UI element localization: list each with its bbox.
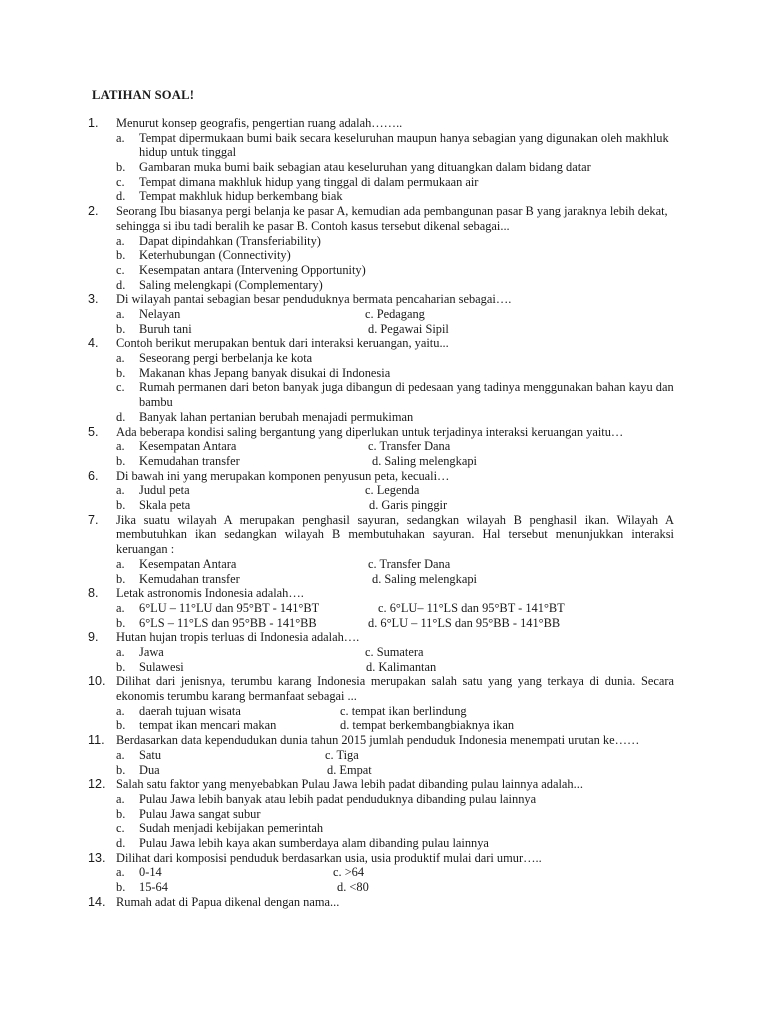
question-list [0,116,768,909]
question-text: Menurut konsep geografis, pengertian ruang adalah…….. [116,116,403,130]
question-item [0,116,768,204]
question-text: Salah satu faktor yang menyebabkan Pulau Jawa lebih padat dibanding pulau lainnya adalah... [116,777,583,792]
question-text: Dilihat dari komposisi penduduk berdasarkan usia, usia produktif mulai dari umur….. [116,850,542,865]
option-text: Satu [139,747,162,762]
option-letter: a. [116,351,125,366]
option-letter: a. [116,556,125,571]
option-text-right: c. Legenda [365,483,420,498]
question-number: 2. [88,204,99,219]
option-text: Tempat makhluk hidup berkembang biak [139,189,343,204]
option-text: 6°LS – 11°LS dan 95°BB - 141°BB [139,615,317,630]
answer-option [0,278,768,293]
option-text: Kemudahan transfer [139,571,240,586]
option-letter: c. [116,174,125,189]
answer-option-row [0,454,768,469]
option-letter: b. [116,248,126,263]
option-text: Dapat dipindahkan (Transferiability) [139,233,321,248]
question-number: 5. [88,424,99,439]
option-text: Gambaran muka bumi baik sebagian atau keseluruhan yang dituangkan dalam bidang datar [139,160,591,175]
answer-option-row [0,572,768,587]
option-letter: a. [116,600,125,615]
option-letter: b. [116,571,126,586]
answer-option-row [0,483,768,498]
option-letter: d. [116,277,126,292]
option-letter: a. [116,130,125,145]
option-text-right: c. Pedagang [365,307,425,322]
answer-option [0,160,768,175]
option-text: Judul peta [139,483,190,498]
answer-option-row [0,748,768,763]
option-text-right: d. 6°LU – 11°LS dan 95°BB - 141°BB [368,615,561,630]
option-text-right: d. Saling melengkapi [372,453,477,468]
option-text-right: d. Saling melengkapi [372,571,477,586]
answer-option [0,821,768,836]
option-text: Tempat dipermukaan bumi baik secara keseluruhan maupun hanya sebagian yang digunakan oleh makhluk hidup untuk tinggal [139,130,669,160]
option-text-right: d. tempat berkembangbiaknya ikan [340,718,515,733]
option-letter: b. [116,718,126,733]
option-text: Buruh tani [139,321,192,336]
question-item [0,292,768,336]
question-number: 1. [88,116,99,130]
option-text: Skala peta [139,498,191,513]
option-letter: b. [116,762,126,777]
option-text: daerah tujuan wisata [139,703,241,718]
option-text: tempat ikan mencari makan [139,718,277,733]
answer-option-row [0,880,768,895]
option-text: Nelayan [139,307,181,322]
answer-option [0,351,768,366]
option-text: Kesempatan antara (Intervening Opportunity) [139,262,366,277]
question-number: 13. [88,850,106,865]
option-letter: a. [116,791,125,806]
option-letter: d. [116,189,126,204]
option-letter: a. [116,865,125,880]
option-letter: a. [116,747,125,762]
option-text: Kemudahan transfer [139,453,240,468]
option-text: Saling melengkapi (Complementary) [139,277,323,292]
option-letter: c. [116,821,125,836]
option-text: Makanan khas Jepang banyak disukai di Indonesia [139,365,391,380]
question-text: Berdasarkan data kependudukan dunia tahun 2015 jumlah penduduk Indonesia menempati urutan ke…… [116,733,640,748]
option-letter: b. [116,615,126,630]
answer-option [0,792,768,807]
answer-option-row [0,763,768,778]
answer-option-row [0,557,768,572]
answer-option-row [0,439,768,454]
option-text: 0-14 [139,865,162,880]
option-letter: b. [116,880,126,895]
option-letter: a. [116,703,125,718]
answer-option [0,380,768,409]
option-text-right: c. Transfer Dana [368,556,451,571]
answer-option-row [0,865,768,880]
option-text: Sulawesi [139,659,184,674]
option-letter: b. [116,321,126,336]
option-text-right: d. Pegawai Sipil [368,321,449,336]
question-text: Di wilayah pantai sebagian besar penduduknya bermata pencaharian sebagai…. [116,292,512,307]
option-text-right: d. <80 [337,880,369,895]
option-text-right: c. 6°LU– 11°LS dan 95°BT - 141°BT [378,600,565,615]
answer-option-row [0,307,768,322]
question-number: 7. [88,512,99,527]
option-letter: b. [116,365,126,380]
question-item [0,630,768,674]
option-text-right: d. Empat [327,762,372,777]
question-text: Rumah adat di Papua dikenal dengan nama... [116,894,340,909]
question-item [0,733,768,777]
answer-option-row [0,322,768,337]
answer-option [0,189,768,204]
option-text: 15-64 [139,880,168,895]
question-number: 9. [88,630,99,645]
question-item [0,586,768,630]
answer-option-row [0,718,768,733]
answer-option [0,234,768,249]
question-item [0,336,768,424]
question-text: Contoh berikut merupakan bentuk dari interaksi keruangan, yaitu... [116,336,449,351]
answer-option [0,807,768,822]
option-letter: a. [116,233,125,248]
question-text: Ada beberapa kondisi saling bergantung yang diperlukan untuk terjadinya interaksi keruangan yaitu… [116,424,624,439]
option-letter: d. [116,836,126,850]
option-letter: a. [116,307,125,322]
question-item [0,777,768,850]
option-text-right: c. >64 [333,865,365,880]
option-letter: d. [116,409,126,424]
answer-option [0,131,768,160]
option-text: Tempat dimana makhluk hidup yang tinggal di dalam permukaan air [139,174,479,189]
question-item [0,851,768,895]
question-text: Jika suatu wilayah A merupakan penghasil sayuran, sedangkan wilayah B penghasil ikan. Wilayah A membutuhkan ikan sedangkan wilayah B membutuhakan sayuran. Hal tersebut menunjukkan interaksi keruangan : [116,512,674,557]
answer-option-row [0,601,768,616]
question-number: 6. [88,468,99,483]
question-number: 12. [88,777,106,792]
option-letter: b. [116,160,126,175]
question-item [0,674,768,733]
option-text-right: c. tempat ikan berlindung [340,703,467,718]
question-item [0,204,768,292]
option-text: Kesempatan Antara [139,556,237,571]
option-letter: b. [116,659,126,674]
option-letter: a. [116,483,125,498]
option-text: Sudah menjadi kebijakan pemerintah [139,821,324,836]
answer-option [0,175,768,190]
question-text: Hutan hujan tropis terluas di Indonesia adalah…. [116,630,360,645]
option-letter: b. [116,806,126,821]
option-letter: b. [116,498,126,513]
answer-option [0,263,768,278]
option-text: Kesempatan Antara [139,439,237,454]
question-item [0,895,768,910]
question-text: Letak astronomis Indonesia adalah…. [116,586,304,601]
answer-option-row [0,645,768,660]
option-letter: c. [116,262,125,277]
question-number: 10. [88,674,106,689]
answer-option-row [0,498,768,513]
question-text: Seorang Ibu biasanya pergi belanja ke pasar A, kemudian ada pembangunan pasar B yang jaraknya lebih dekat, sehingga si ibu tadi beralih ke pasar B. Contoh kasus tersebut dikenal sebagai... [116,204,668,233]
option-text: Banyak lahan pertanian berubah menajadi permukiman [139,409,414,424]
option-text: Dua [139,762,160,777]
question-number: 8. [88,586,99,601]
question-text: Di bawah ini yang merupakan komponen penyusun peta, kecuali… [116,468,450,483]
answer-option-row [0,616,768,631]
option-text-right: c. Sumatera [365,645,424,659]
question-item [0,469,768,513]
question-number: 14. [88,894,106,909]
option-text: Pulau Jawa lebih kaya akan sumberdaya alam dibanding pulau lainnya [139,836,489,850]
question-number: 3. [88,292,99,307]
question-number: 11. [88,733,105,748]
option-letter: a. [116,645,125,659]
answer-option-row [0,704,768,719]
option-text: Jawa [139,645,164,659]
option-text-right: c. Transfer Dana [368,439,451,454]
option-text: Seseorang pergi berbelanja ke kota [139,351,313,366]
answer-option [0,410,768,425]
option-letter: c. [116,380,125,395]
answer-option [0,836,768,851]
option-text: Pulau Jawa sangat subur [139,806,261,821]
option-text-right: d. Kalimantan [366,659,437,674]
question-item [0,513,768,586]
option-text: Keterhubungan (Connectivity) [139,248,291,263]
option-text: Rumah permanen dari beton banyak juga dibangun di pedesaan yang tadinya menggunakan bahan kayu dan bambu [139,380,674,410]
option-text-right: c. Tiga [325,747,359,762]
option-letter: a. [116,439,125,454]
answer-option [0,248,768,263]
answer-option [0,366,768,381]
page-title: LATIHAN SOAL! [92,88,195,102]
question-text: Dilihat dari jenisnya, terumbu karang Indonesia merupakan salah satu yang yang terkaya di dunia. Secara ekonomis terumbu karang bermanfaat sebagai ... [116,674,674,704]
option-text: Pulau Jawa lebih banyak atau lebih padat penduduknya dibanding pulau lainnya [139,791,537,806]
option-text: 6°LU – 11°LU dan 95°BT - 141°BT [139,600,320,615]
option-letter: b. [116,453,126,468]
question-number: 4. [88,336,99,351]
option-text-right: d. Garis pinggir [369,498,448,513]
answer-option-row [0,660,768,675]
question-item [0,425,768,469]
